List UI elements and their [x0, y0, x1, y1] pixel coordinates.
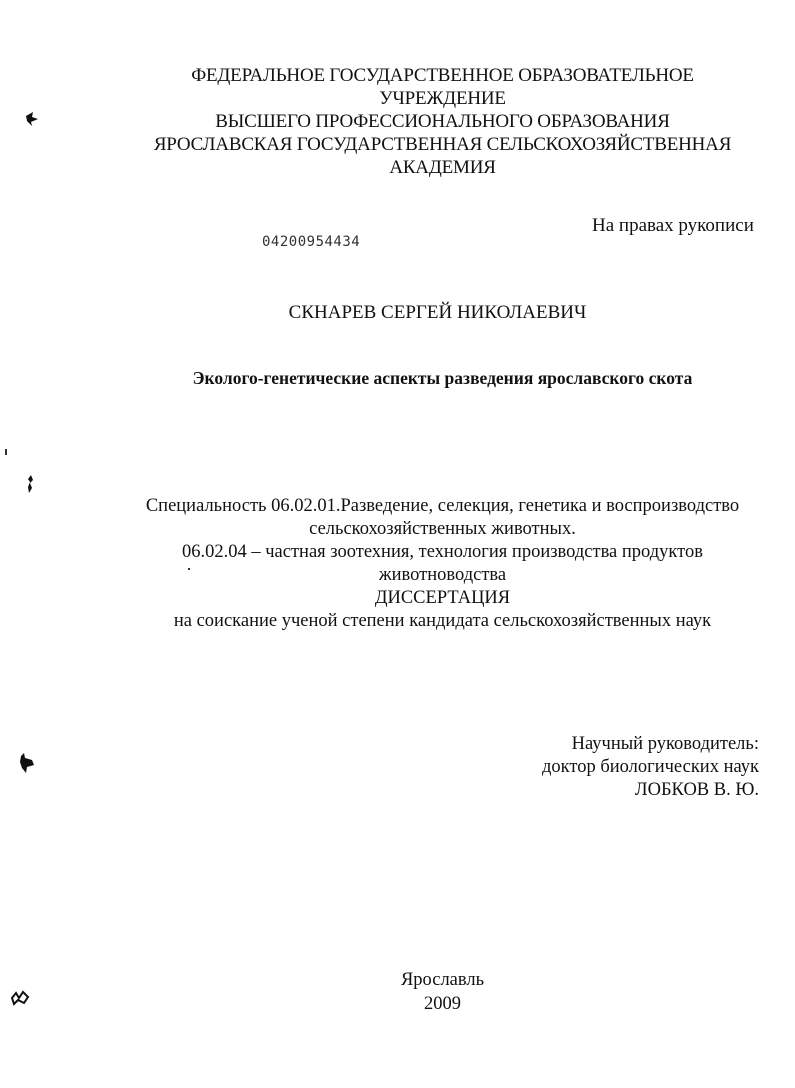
- scan-artifact-mark: [10, 990, 30, 1006]
- dissertation-label: ДИССЕРТАЦИЯ: [374, 588, 511, 608]
- specialty-line: животноводства: [378, 565, 507, 585]
- institution-line: ФЕДЕРАЛЬНОЕ ГОСУДАРСТВЕННОЕ ОБРАЗОВАТЕЛЬНОЕ: [191, 65, 694, 86]
- place-year-block: [45, 968, 795, 1016]
- thesis-title-block: [45, 367, 795, 390]
- institution-line: УЧРЕЖДЕНИЕ: [379, 88, 506, 109]
- advisor-block: [542, 733, 759, 802]
- specialty-line: 06.02.04 – частная зоотехния, технология производства продуктов: [181, 542, 703, 562]
- advisor-name: ЛОБКОВ В. Ю.: [635, 780, 759, 800]
- specialty-block: [45, 495, 795, 633]
- scan-artifact-dot: [4, 449, 8, 455]
- specialty-line: сельскохозяйственных животных.: [309, 519, 576, 539]
- degree-line: на соискание ученой степени кандидата сельскохозяйственных наук: [173, 611, 712, 631]
- thesis-title: Эколого-генетические аспекты разведения ярославского скота: [192, 368, 693, 388]
- institution-line: ЯРОСЛАВСКАЯ ГОСУДАРСТВЕННАЯ СЕЛЬСКОХОЗЯЙСТВЕННАЯ: [153, 134, 732, 155]
- institution-header: [45, 64, 795, 179]
- city-name: Ярославль: [400, 970, 485, 990]
- year: 2009: [424, 994, 461, 1014]
- specialty-line: Специальность 06.02.01.Разведение, селекция, генетика и воспроизводство: [145, 496, 740, 516]
- manuscript-rights-note: На правах рукописи: [592, 215, 754, 236]
- institution-line: АКАДЕМИЯ: [389, 157, 496, 178]
- scan-artifact-mark: [26, 474, 36, 494]
- author-block: [40, 301, 795, 324]
- stamp-number: 04200954434: [262, 234, 361, 250]
- institution-line: ВЫСШЕГО ПРОФЕССИОНАЛЬНОГО ОБРАЗОВАНИЯ: [215, 111, 670, 132]
- scan-artifact-mark: [24, 110, 40, 128]
- advisor-degree: доктор биологических наук: [541, 757, 759, 777]
- author-name: СКНАРЕВ СЕРГЕЙ НИКОЛАЕВИЧ: [288, 302, 587, 323]
- scan-artifact-mark: [18, 752, 36, 776]
- advisor-role: Научный руководитель:: [571, 734, 759, 754]
